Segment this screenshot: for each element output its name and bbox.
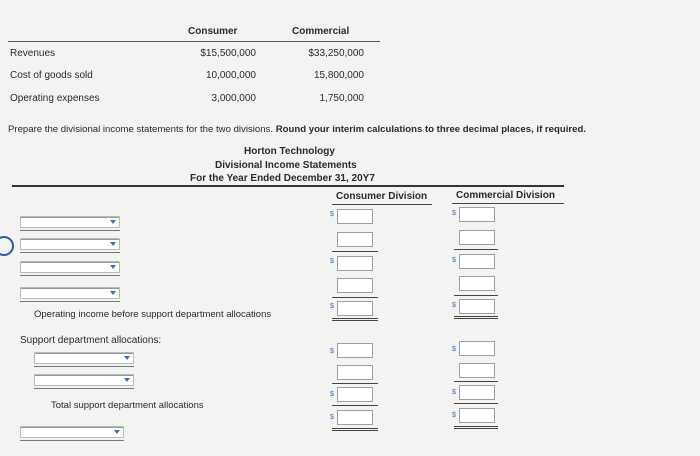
line-item-dropdown-3[interactable]	[20, 261, 120, 273]
instruction-bold: Round your interim calculations to three decimal places, if required.	[275, 124, 586, 135]
line-item-dropdown-1[interactable]	[20, 216, 120, 228]
dollar-sign: $	[452, 257, 456, 264]
consumer-operating-income-input[interactable]	[337, 301, 373, 316]
dollar-sign: $	[452, 412, 456, 419]
consumer-subtotal-rule	[332, 405, 378, 406]
cogs-consumer: 10,000,000	[205, 70, 256, 81]
dollar-sign: $	[452, 302, 456, 309]
commercial-final-input[interactable]	[459, 408, 495, 423]
double-underline	[332, 428, 378, 431]
support-dropdown-1[interactable]	[34, 352, 134, 364]
commercial-subtotal-rule	[454, 249, 498, 250]
dollar-sign: $	[330, 211, 334, 218]
revenues-consumer: $15,500,000	[200, 48, 256, 59]
support-dropdown-2[interactable]	[34, 374, 134, 386]
dropdown-underline	[20, 301, 120, 302]
line-item-dropdown-2[interactable]	[20, 238, 120, 250]
commercial-support-input-1[interactable]	[459, 341, 495, 356]
consumer-subtotal-rule	[332, 297, 378, 298]
consumer-total-support-input[interactable]	[337, 387, 373, 402]
consumer-input-1[interactable]	[337, 209, 373, 224]
commercial-total-support-input[interactable]	[459, 385, 495, 400]
consumer-subtotal-rule	[332, 251, 378, 252]
row-label-cogs: Cost of goods sold	[10, 70, 93, 81]
cogs-commercial: 15,800,000	[313, 70, 364, 81]
dropdown-underline	[20, 440, 124, 441]
dollar-sign: $	[452, 210, 456, 217]
operating-income-label: Operating income before support department allocations	[34, 309, 272, 320]
dollar-sign: $	[330, 391, 334, 398]
line-item-dropdown-4[interactable]	[20, 287, 120, 299]
consumer-subtotal-rule	[332, 383, 378, 384]
commercial-subtotal-rule	[454, 295, 498, 296]
total-support-label: Total support department allocations	[51, 400, 204, 411]
support-allocations-label: Support department allocations:	[20, 335, 162, 346]
double-underline	[454, 426, 498, 429]
dropdown-underline	[34, 366, 134, 367]
radio-indicator[interactable]	[0, 236, 14, 256]
commercial-subtotal-rule	[454, 381, 498, 382]
consumer-input-4[interactable]	[337, 278, 373, 293]
final-line-item-dropdown[interactable]	[20, 426, 124, 438]
dollar-sign: $	[452, 346, 456, 353]
dollar-sign: $	[452, 389, 456, 396]
dropdown-underline	[20, 230, 120, 231]
consumer-col-rule	[332, 204, 432, 205]
row-label-revenues: Revenues	[10, 48, 56, 59]
commercial-col-rule	[452, 203, 564, 204]
consumer-support-input-1[interactable]	[337, 343, 373, 358]
dropdown-underline	[34, 388, 134, 389]
commercial-header: Commercial	[292, 26, 350, 37]
company-name: Horton Technology	[244, 146, 335, 157]
dropdown-underline	[20, 275, 120, 276]
col-consumer-division: Consumer Division	[336, 191, 428, 202]
commercial-input-3[interactable]	[459, 254, 495, 269]
dollar-sign: $	[330, 258, 334, 265]
dollar-sign: $	[330, 414, 334, 421]
consumer-support-input-2[interactable]	[337, 365, 373, 380]
commercial-operating-income-input[interactable]	[459, 299, 495, 314]
consumer-header: Consumer	[188, 26, 238, 37]
consumer-input-3[interactable]	[337, 256, 373, 271]
opex-commercial: 1,750,000	[319, 93, 364, 104]
consumer-final-input[interactable]	[337, 410, 373, 425]
instruction-text	[8, 124, 586, 135]
col-commercial-division: Commercial Division	[456, 190, 555, 201]
commercial-input-4[interactable]	[459, 276, 495, 291]
double-underline	[332, 318, 378, 321]
instruction-plain: Prepare the divisional income statements for the two divisions.	[8, 124, 276, 135]
dropdown-underline	[20, 252, 120, 253]
consumer-input-2[interactable]	[337, 232, 373, 247]
commercial-input-1[interactable]	[459, 207, 495, 222]
commercial-input-2[interactable]	[459, 230, 495, 245]
commercial-subtotal-rule	[454, 403, 498, 404]
commercial-support-input-2[interactable]	[459, 363, 495, 378]
revenues-commercial: $33,250,000	[308, 48, 364, 59]
dollar-sign: $	[330, 303, 334, 310]
opex-consumer: 3,000,000	[211, 93, 256, 104]
dollar-sign: $	[330, 348, 334, 355]
statement-period: For the Year Ended December 31, 20Y7	[190, 173, 375, 184]
row-label-opex: Operating expenses	[10, 93, 100, 104]
double-underline	[454, 316, 498, 319]
table-header-rule	[8, 41, 380, 42]
statement-header-rule	[12, 185, 564, 187]
statement-title: Divisional Income Statements	[215, 160, 357, 171]
